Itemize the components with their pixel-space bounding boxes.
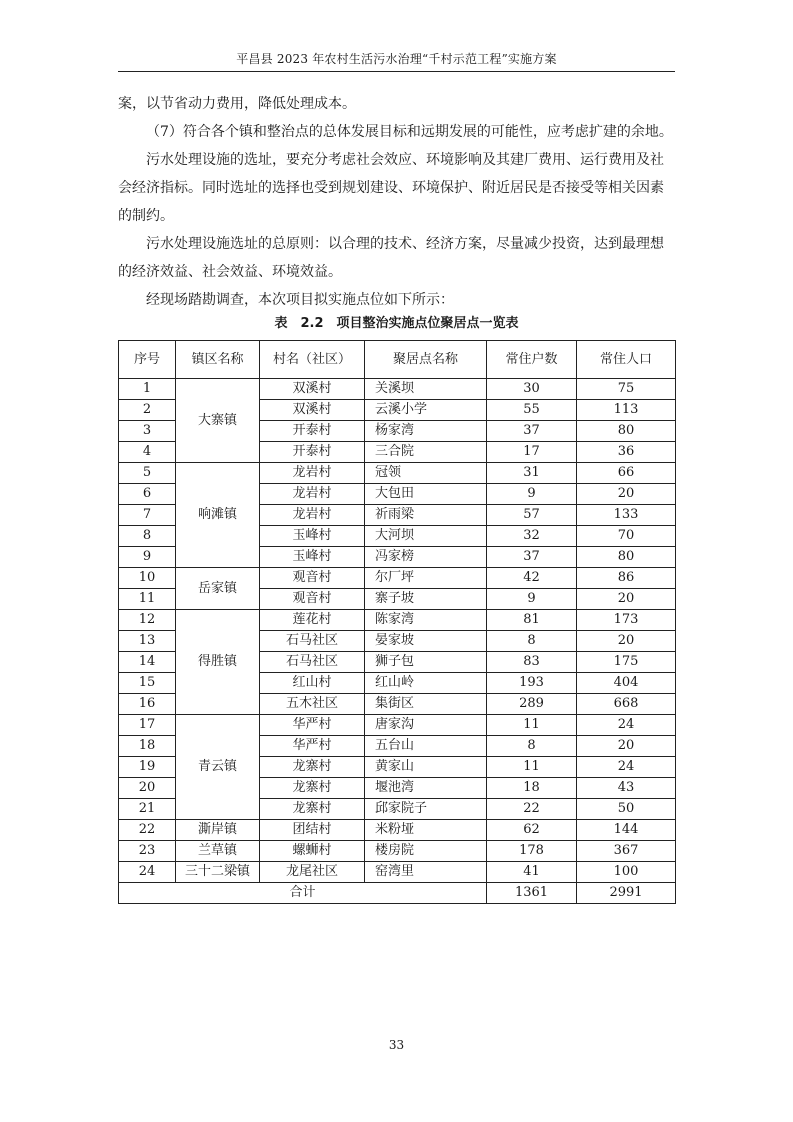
table-body (119, 379, 676, 883)
households: 42 (487, 568, 577, 589)
population: 24 (577, 715, 676, 736)
village-name: 石马社区 (260, 652, 365, 673)
table-header-row (119, 341, 676, 379)
table-row (119, 862, 676, 883)
settlement-name: 云溪小学 (365, 400, 487, 421)
households: 81 (487, 610, 577, 631)
settlement-name: 陈家湾 (365, 610, 487, 631)
households: 37 (487, 421, 577, 442)
town-name: 岳家镇 (176, 568, 260, 610)
village-name: 玉峰村 (260, 526, 365, 547)
header-cell: 序号 (119, 341, 176, 379)
population: 113 (577, 400, 676, 421)
village-name: 观音村 (260, 568, 365, 589)
row-index: 8 (119, 526, 176, 547)
town-name: 兰草镇 (176, 841, 260, 862)
header-cell: 常住户数 (487, 341, 577, 379)
village-name: 龙尾社区 (260, 862, 365, 883)
households: 11 (487, 715, 577, 736)
row-index: 1 (119, 379, 176, 400)
households: 178 (487, 841, 577, 862)
households: 11 (487, 757, 577, 778)
households: 37 (487, 547, 577, 568)
households: 193 (487, 673, 577, 694)
table-caption: 表 2.2 项目整治实施点位聚居点一览表 (274, 316, 519, 331)
settlement-name: 冠领 (365, 463, 487, 484)
settlement-name: 三合院 (365, 442, 487, 463)
table-row (119, 379, 676, 400)
row-index: 11 (119, 589, 176, 610)
households: 17 (487, 442, 577, 463)
town-name: 澌岸镇 (176, 820, 260, 841)
households: 62 (487, 820, 577, 841)
town-name: 得胜镇 (176, 610, 260, 715)
table-row (119, 463, 676, 484)
row-index: 19 (119, 757, 176, 778)
header-cell: 常住人口 (577, 341, 676, 379)
households: 9 (487, 484, 577, 505)
village-name: 开泰村 (260, 442, 365, 463)
row-index: 16 (119, 694, 176, 715)
row-index: 21 (119, 799, 176, 820)
row-index: 9 (119, 547, 176, 568)
table-row (119, 610, 676, 631)
settlement-name: 寨子坡 (365, 589, 487, 610)
population: 66 (577, 463, 676, 484)
total-population: 2991 (577, 883, 676, 904)
settlement-name: 邱家院子 (365, 799, 487, 820)
households: 30 (487, 379, 577, 400)
village-name: 玉峰村 (260, 547, 365, 568)
village-name: 红山村 (260, 673, 365, 694)
settlement-name: 集街区 (365, 694, 487, 715)
population: 100 (577, 862, 676, 883)
population: 20 (577, 589, 676, 610)
village-name: 华严村 (260, 715, 365, 736)
paragraph-3: 污水处理设施的选址，要充分考虑社会效应、环境影响及其建厂费用、运行费用及社会经济指标。同时选址的选择也受到规划建设、环境保护、附近居民是否接受等相关因素的制约。 (118, 152, 664, 224)
village-name: 团结村 (260, 820, 365, 841)
village-name: 龙岩村 (260, 505, 365, 526)
village-name: 双溪村 (260, 379, 365, 400)
settlement-name: 堰池湾 (365, 778, 487, 799)
header-cell: 村名（社区） (260, 341, 365, 379)
population: 70 (577, 526, 676, 547)
paragraph-1: 案，以节省动力费用，降低处理成本。 (118, 96, 356, 112)
row-index: 7 (119, 505, 176, 526)
settlement-name: 楼房院 (365, 841, 487, 862)
running-header: 平昌县 2023 年农村生活污水治理“千村示范工程”实施方案 (236, 52, 557, 66)
population: 668 (577, 694, 676, 715)
households: 22 (487, 799, 577, 820)
population: 43 (577, 778, 676, 799)
population: 24 (577, 757, 676, 778)
households: 8 (487, 736, 577, 757)
settlement-name: 杨家湾 (365, 421, 487, 442)
paragraph-5: 经现场踏勘调查，本次项目拟实施点位如下所示： (146, 292, 454, 308)
settlement-table (118, 340, 676, 904)
village-name: 龙寨村 (260, 799, 365, 820)
town-name: 响滩镇 (176, 463, 260, 568)
table-row (119, 820, 676, 841)
paragraph-2: （7）符合各个镇和整治点的总体发展目标和远期发展的可能性，应考虑扩建的余地。 (146, 124, 673, 140)
population: 20 (577, 631, 676, 652)
village-name: 龙寨村 (260, 757, 365, 778)
table-row (119, 841, 676, 862)
header-rule (118, 71, 675, 72)
row-index: 17 (119, 715, 176, 736)
population: 133 (577, 505, 676, 526)
header-cell: 镇区名称 (176, 341, 260, 379)
population: 86 (577, 568, 676, 589)
population: 75 (577, 379, 676, 400)
settlement-name: 狮子包 (365, 652, 487, 673)
population: 36 (577, 442, 676, 463)
households: 41 (487, 862, 577, 883)
population: 20 (577, 736, 676, 757)
village-name: 石马社区 (260, 631, 365, 652)
town-name: 大寨镇 (176, 379, 260, 463)
settlement-name: 五台山 (365, 736, 487, 757)
row-index: 15 (119, 673, 176, 694)
population: 175 (577, 652, 676, 673)
settlement-name: 米粉垭 (365, 820, 487, 841)
row-index: 23 (119, 841, 176, 862)
settlement-name: 祈雨梁 (365, 505, 487, 526)
row-index: 24 (119, 862, 176, 883)
total-label: 合计 (119, 883, 487, 904)
total-row (119, 883, 676, 904)
row-index: 12 (119, 610, 176, 631)
population: 144 (577, 820, 676, 841)
village-name: 龙寨村 (260, 778, 365, 799)
settlement-name: 晏家坡 (365, 631, 487, 652)
settlement-name: 大河坝 (365, 526, 487, 547)
population: 404 (577, 673, 676, 694)
village-name: 观音村 (260, 589, 365, 610)
settlement-name: 大包田 (365, 484, 487, 505)
total-households: 1361 (487, 883, 577, 904)
town-name: 三十二梁镇 (176, 862, 260, 883)
settlement-name: 红山岭 (365, 673, 487, 694)
population: 50 (577, 799, 676, 820)
population: 20 (577, 484, 676, 505)
population: 80 (577, 421, 676, 442)
row-index: 22 (119, 820, 176, 841)
town-name: 青云镇 (176, 715, 260, 820)
households: 8 (487, 631, 577, 652)
page-number: 33 (388, 1038, 405, 1052)
village-name: 开泰村 (260, 421, 365, 442)
row-index: 14 (119, 652, 176, 673)
paragraph-4: 污水处理设施选址的总原则：以合理的技术、经济方案，尽量减少投资，达到最理想的经济效益、社会效益、环境效益。 (118, 236, 664, 280)
settlement-name: 唐家沟 (365, 715, 487, 736)
population: 367 (577, 841, 676, 862)
settlement-name: 冯家榜 (365, 547, 487, 568)
village-name: 双溪村 (260, 400, 365, 421)
row-index: 18 (119, 736, 176, 757)
settlement-name: 关溪坝 (365, 379, 487, 400)
settlement-name: 尔厂坪 (365, 568, 487, 589)
village-name: 五木社区 (260, 694, 365, 715)
row-index: 10 (119, 568, 176, 589)
households: 32 (487, 526, 577, 547)
settlement-name: 黄家山 (365, 757, 487, 778)
households: 18 (487, 778, 577, 799)
header-cell: 聚居点名称 (365, 341, 487, 379)
households: 31 (487, 463, 577, 484)
row-index: 13 (119, 631, 176, 652)
population: 80 (577, 547, 676, 568)
row-index: 6 (119, 484, 176, 505)
households: 57 (487, 505, 577, 526)
village-name: 华严村 (260, 736, 365, 757)
row-index: 20 (119, 778, 176, 799)
row-index: 4 (119, 442, 176, 463)
table-row (119, 715, 676, 736)
row-index: 5 (119, 463, 176, 484)
village-name: 螺蛳村 (260, 841, 365, 862)
village-name: 龙岩村 (260, 484, 365, 505)
households: 55 (487, 400, 577, 421)
village-name: 莲花村 (260, 610, 365, 631)
households: 9 (487, 589, 577, 610)
settlement-name: 窑湾里 (365, 862, 487, 883)
households: 83 (487, 652, 577, 673)
table-row (119, 568, 676, 589)
row-index: 2 (119, 400, 176, 421)
row-index: 3 (119, 421, 176, 442)
population: 173 (577, 610, 676, 631)
households: 289 (487, 694, 577, 715)
village-name: 龙岩村 (260, 463, 365, 484)
